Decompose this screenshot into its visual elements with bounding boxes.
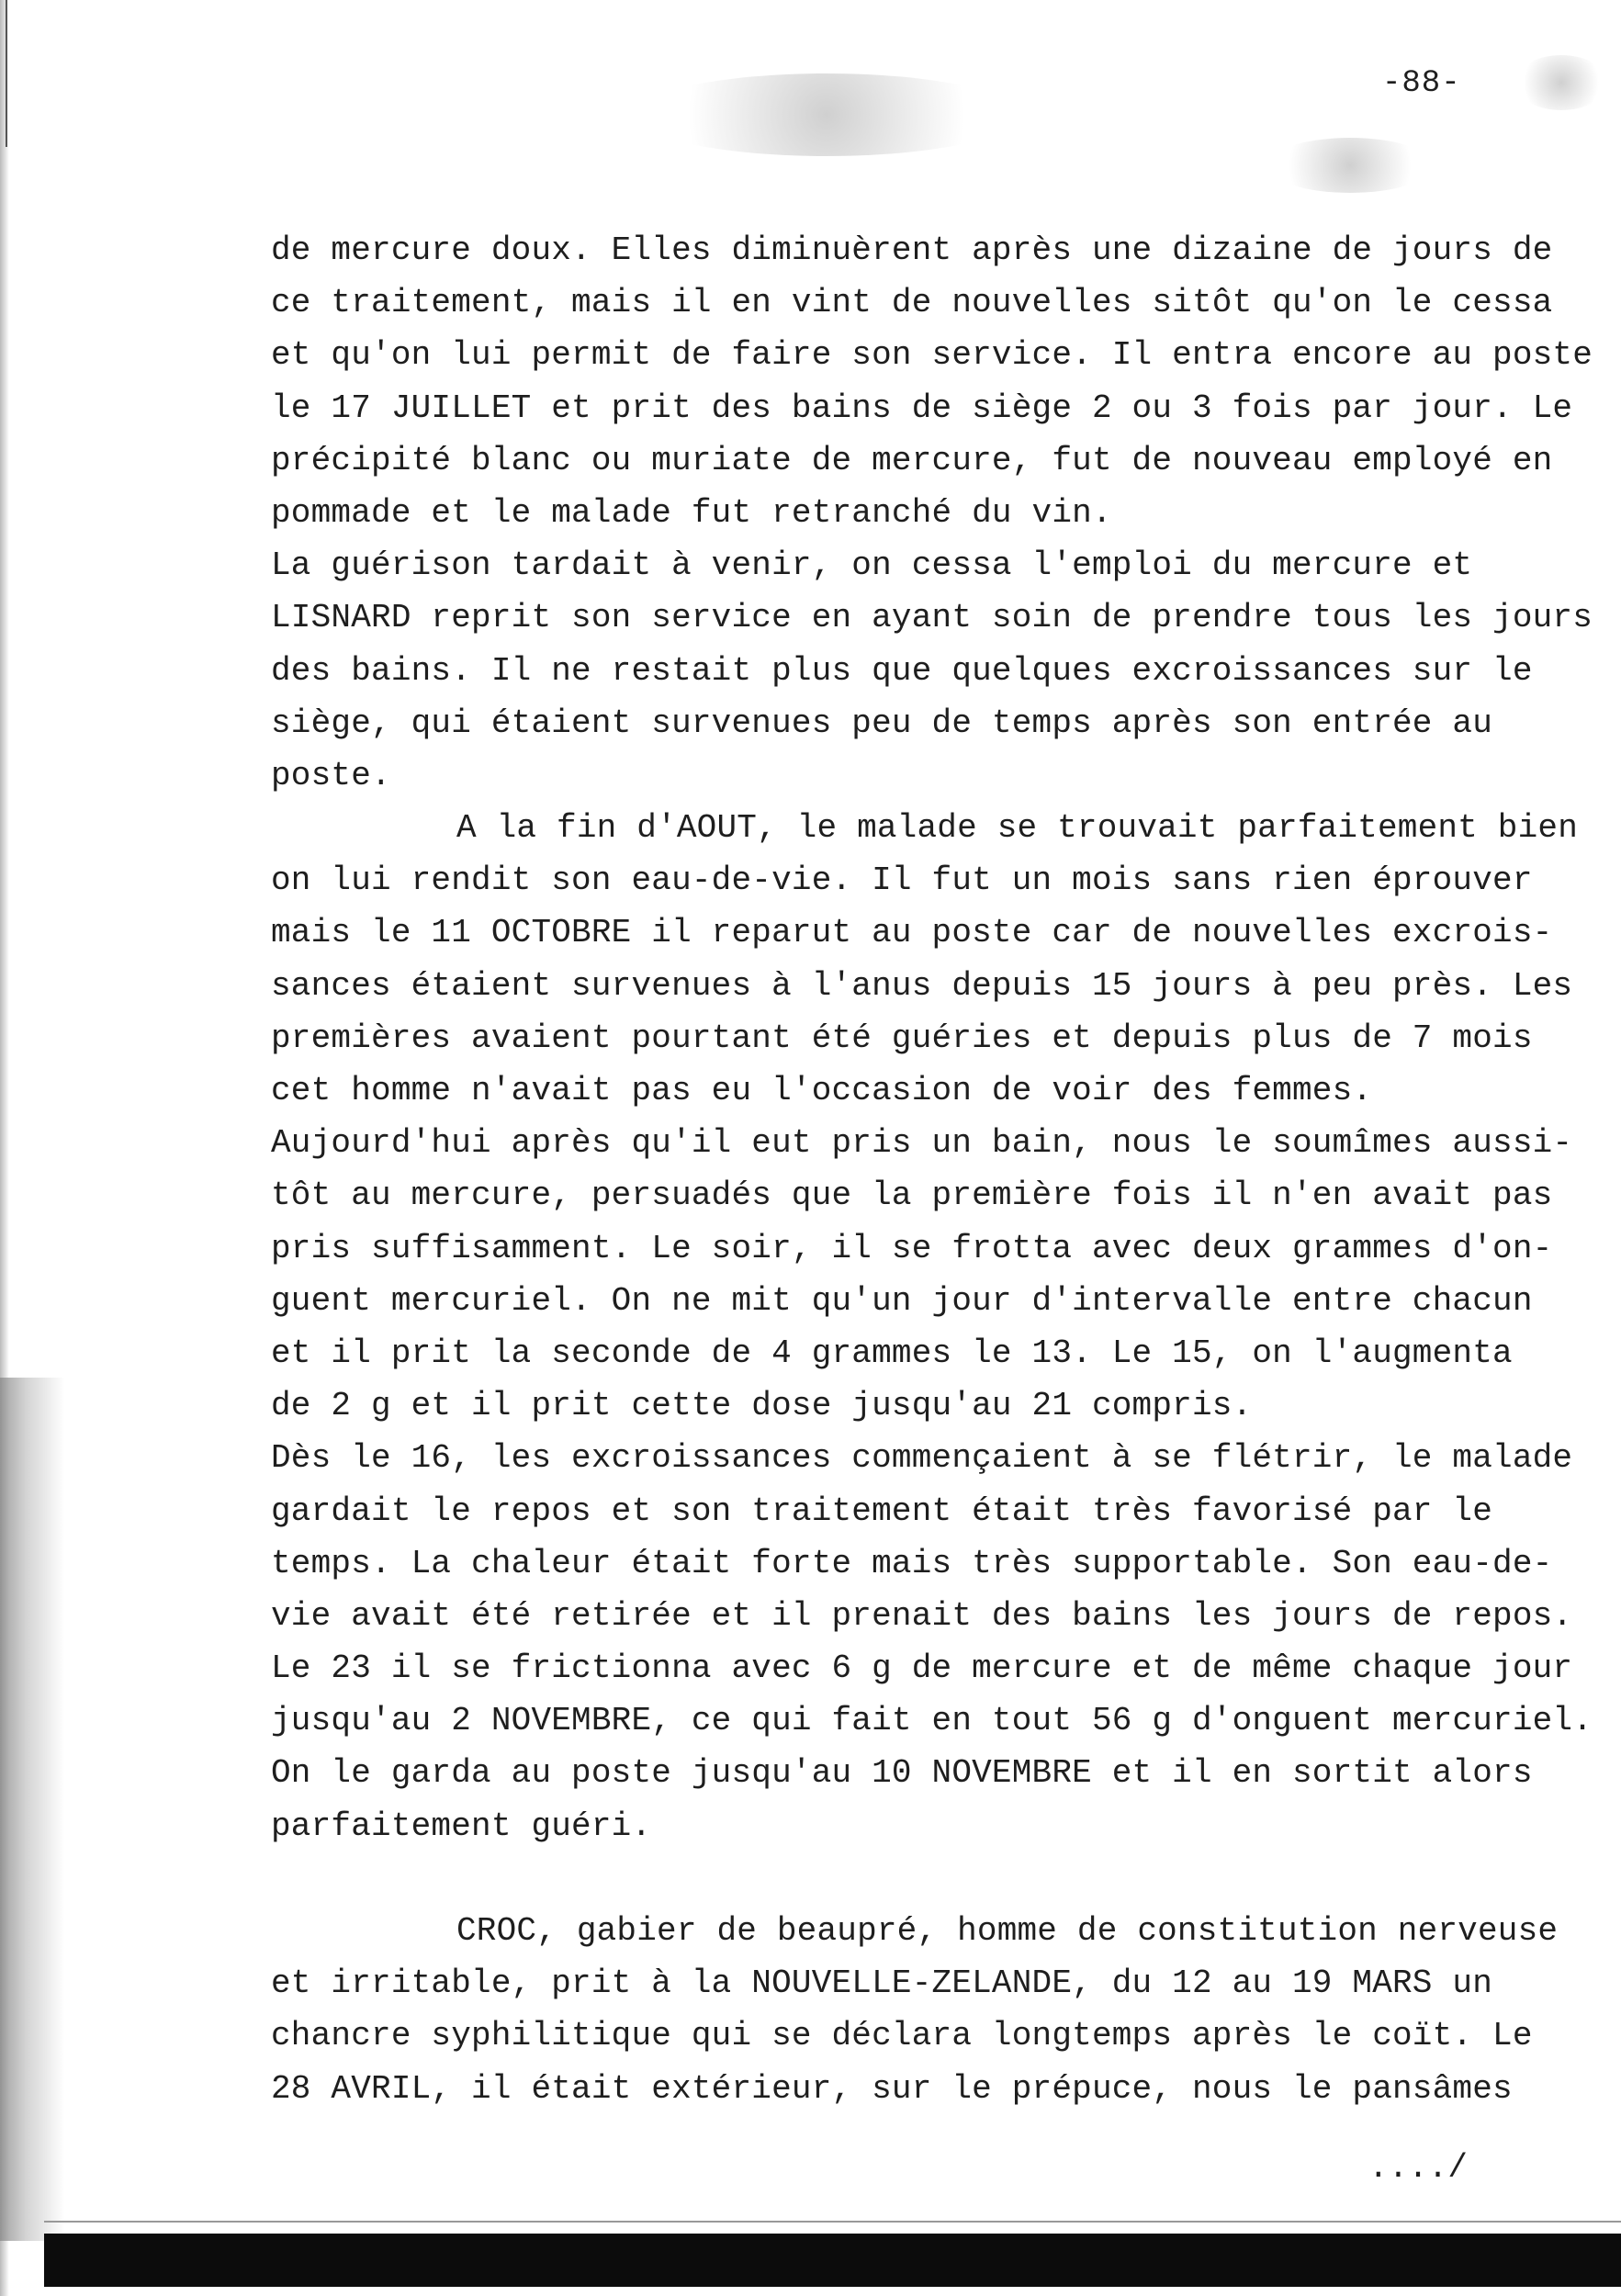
text-line: vie avait été retirée et il prenait des bains les jours de repos. — [271, 1596, 1573, 1635]
text-line: On le garda au poste jusqu'au 10 NOVEMBRE et il en sortit alors — [271, 1754, 1533, 1793]
text-line: LISNARD reprit son service en ayant soin de prendre tous les jours — [271, 599, 1593, 637]
text-line: pommade et le malade fut retranché du vin. — [271, 493, 1112, 532]
text-line: Aujourd'hui après qu'il eut pris un bain, nous le soumîmes aussi- — [271, 1124, 1573, 1163]
text-line: La guérison tardait à venir, on cessa l'emploi du mercure et — [271, 546, 1473, 585]
continuation-mark: ..../ — [1368, 2149, 1469, 2187]
text-line: et qu'on lui permit de faire son service. Il entra encore au poste — [271, 336, 1593, 375]
scan-noise — [1267, 138, 1433, 193]
text-line: ce traitement, mais il en vint de nouvelles sitôt qu'on le cessa — [271, 284, 1553, 322]
text-line: poste. — [271, 756, 391, 794]
scan-noise — [634, 73, 1019, 156]
text-line: on lui rendit son eau-de-vie. Il fut un mois sans rien éprouver — [271, 861, 1533, 900]
text-line: chancre syphilitique qui se déclara longtemps après le coït. Le — [271, 2017, 1533, 2055]
text-line: jusqu'au 2 NOVEMBRE, ce qui fait en tout 56 g d'onguent mercuriel. — [271, 1702, 1593, 1740]
text-line: temps. La chaleur était forte mais très supportable. Son eau-de- — [271, 1544, 1553, 1582]
text-line: précipité blanc ou muriate de mercure, fut de nouveau employé en — [271, 441, 1553, 479]
text-line: Le 23 il se frictionna avec 6 g de mercure et de même chaque jour — [271, 1649, 1573, 1688]
text-line: Dès le 16, les excroissances commençaient à se flétrir, le malade — [271, 1439, 1573, 1478]
text-line: mais le 11 OCTOBRE il reparut au poste car de nouvelles excrois- — [271, 914, 1553, 952]
paragraph-gap — [271, 1852, 1575, 1905]
text-line: siège, qui étaient survenues peu de temps après son entrée au — [271, 703, 1493, 742]
text-line: de 2 g et il prit cette dose jusqu'au 21 compris. — [271, 1387, 1253, 1425]
text-line: premières avaient pourtant été guéries et depuis plus de 7 mois — [271, 1019, 1533, 1057]
text-line: tôt au mercure, persuadés que la première fois il n'en avait pas — [271, 1176, 1553, 1215]
scan-bottom-rule — [44, 2221, 1621, 2223]
document-body — [271, 224, 1593, 2115]
text-line: sances étaient survenues à l'anus depuis 15 jours à peu près. Les — [271, 966, 1573, 1005]
scan-noise — [1515, 55, 1607, 110]
text-line-indented: CROC, gabier de beaupré, homme de constitution nerveuse — [456, 1912, 1559, 1950]
text-line: et il prit la seconde de 4 grammes le 13. Le 15, on l'augmenta — [271, 1334, 1513, 1372]
text-line: pris suffisamment. Le soir, il se frotta avec deux grammes d'on- — [271, 1229, 1553, 1267]
scan-left-rule — [6, 0, 7, 147]
text-line: et irritable, prit à la NOUVELLE-ZELANDE, du 12 au 19 MARS un — [271, 1964, 1493, 2003]
text-line: gardait le repos et son traitement était très favorisé par le — [271, 1491, 1493, 1530]
page-number: -88- — [1382, 66, 1461, 101]
text-line: de mercure doux. Elles diminuèrent après une dizaine de jours de — [271, 231, 1553, 269]
text-line: 28 AVRIL, il était extérieur, sur le prépuce, nous le pansâmes — [271, 2069, 1513, 2108]
text-line: guent mercuriel. On ne mit qu'un jour d'intervalle entre chacun — [271, 1281, 1533, 1320]
scan-bottom-band — [44, 2234, 1621, 2287]
text-line: parfaitement guéri. — [271, 1806, 652, 1845]
scan-left-shadow — [0, 1378, 64, 2241]
text-line-indented: A la fin d'AOUT, le malade se trouvait parfaitement bien — [456, 809, 1578, 848]
text-line: le 17 JUILLET et prit des bains de siège 2 ou 3 fois par jour. Le — [271, 388, 1573, 427]
text-line: cet homme n'avait pas eu l'occasion de voir des femmes. — [271, 1072, 1373, 1109]
text-line: des bains. Il ne restait plus que quelques excroissances sur le — [271, 651, 1533, 690]
